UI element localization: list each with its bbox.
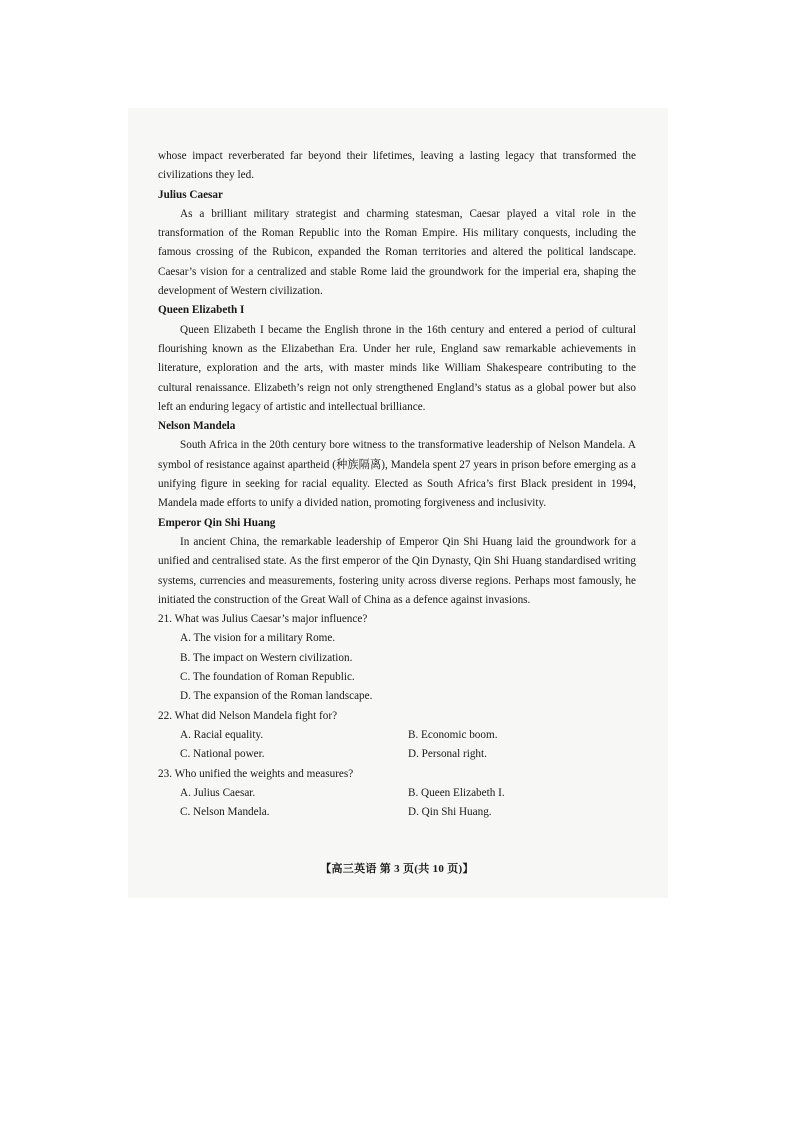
- section-text-elizabeth: Queen Elizabeth I became the English throne in the 16th century and entered a period of cultural flourishing known as the Elizabethan Era. Under her rule, England saw remarkable achievements in literature, exploration and the arts, with master minds like William Shakespeare contributing to the cultural renaissance. Elizabeth’s reign not only strengthened England’s status as a global power but also left an enduring legacy of artistic and intellectual brilliance.: [158, 323, 636, 413]
- page-content: [158, 147, 636, 822]
- question-22-options-row-1: [180, 726, 636, 745]
- question-22-options-row-2: [180, 745, 636, 764]
- question-22-option-b: B. Economic boom.: [408, 728, 498, 741]
- section-text-qin: In ancient China, the remarkable leadership of Emperor Qin Shi Huang laid the groundwork for a unified and centralised state. As the first emperor of the Qin Dynasty, Qin Shi Huang standardised writing systems, currencies and measurements, fostering unity across diverse regions. Perhaps most famously, he initiated the construction of the Great Wall of China as a defence against invasions.: [158, 535, 636, 606]
- section-heading-qin: Emperor Qin Shi Huang: [158, 516, 276, 529]
- section-text-caesar: As a brilliant military strategist and charming statesman, Caesar played a vital role in the transformation of the Roman Republic into the Roman Empire. His military conquests, including the famous crossing of the Rubicon, expanded the Roman territories and altered the political landscape. Caesar’s vision for a centralized and stable Rome laid the groundwork for the imperial era, shaping the development of Western civilization.: [158, 207, 636, 298]
- question-22-stem: 22. What did Nelson Mandela fight for?: [158, 709, 338, 722]
- section-heading-caesar: Julius Caesar: [158, 188, 223, 201]
- question-23-options: [158, 784, 636, 823]
- question-21-option-a: A. The vision for a military Rome.: [180, 632, 336, 645]
- section-heading-elizabeth: Queen Elizabeth I: [158, 304, 245, 317]
- section-heading-mandela: Nelson Mandela: [158, 420, 236, 433]
- page-footer: 【高三英语 第 3 页(共 10 页)】: [320, 863, 474, 875]
- question-21-options: [158, 629, 636, 706]
- question-22-option-d: D. Personal right.: [408, 748, 487, 761]
- question-23-stem: 23. Who unified the weights and measures?: [158, 767, 354, 780]
- section-text-mandela: South Africa in the 20th century bore witness to the transformative leadership of Nelson Mandela. A symbol of resistance against apartheid (种族隔离), Mandela spent 27 years in prison before emerging as a unifying figure in seeking for racial equality. Elected as South Africa’s first Black president in 1994, Mandela made efforts to unify a divided nation, promoting forgiveness and inclusivity.: [158, 439, 636, 510]
- question-22-options: [158, 726, 636, 765]
- question-22-option-c: C. National power.: [180, 748, 265, 761]
- passage-intro-tail: whose impact reverberated far beyond their lifetimes, leaving a lasting legacy that transformed the civilizations they led.: [158, 150, 636, 182]
- question-23-options-row-2: [180, 803, 636, 822]
- question-23-options-row-1: [180, 784, 636, 803]
- question-21-option-b: B. The impact on Western civilization.: [180, 651, 353, 664]
- question-21-option-c: C. The foundation of Roman Republic.: [180, 671, 355, 684]
- question-23-option-b: B. Queen Elizabeth I.: [408, 786, 505, 799]
- question-22-option-a: A. Racial equality.: [180, 728, 264, 741]
- question-21-option-d: D. The expansion of the Roman landscape.: [180, 690, 373, 703]
- question-23-option-d: D. Qin Shi Huang.: [408, 806, 492, 819]
- question-23-option-c: C. Nelson Mandela.: [180, 806, 270, 819]
- question-23-option-a: A. Julius Caesar.: [180, 786, 256, 799]
- question-21-stem: 21. What was Julius Caesar’s major influence?: [158, 613, 368, 626]
